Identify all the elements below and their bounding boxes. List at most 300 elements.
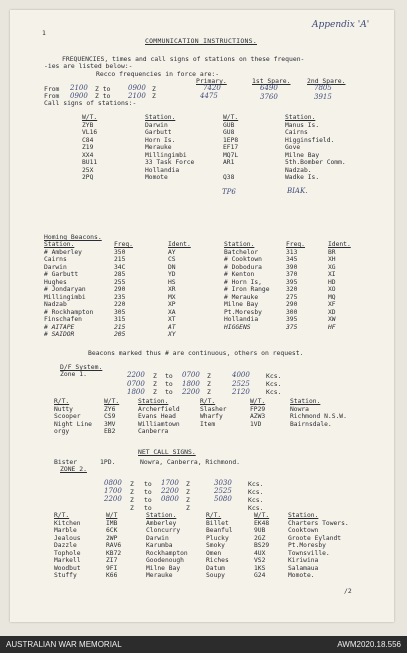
cell: AR1: [223, 159, 235, 166]
zone1-z: Z: [207, 380, 211, 388]
callsign-handwritten-1: TP6: [222, 188, 236, 196]
cell: AT: [168, 323, 176, 331]
header-cell: Station.: [146, 512, 177, 519]
cell: [223, 167, 285, 175]
table-row: [54, 428, 370, 436]
intro-line-2: -ies are listed below:-: [44, 62, 133, 70]
table-row-handwritten: [44, 331, 358, 339]
cell: 290: [286, 301, 298, 308]
cell: Pt.Moresby: [224, 308, 262, 316]
table-header-row: [54, 398, 370, 406]
freq-time-end: 0900: [128, 84, 146, 92]
cell: 2WP: [106, 534, 118, 542]
cell: 205: [114, 331, 126, 338]
zone1-freq: 2120: [232, 388, 250, 396]
zone1-z: Z: [153, 388, 157, 396]
cell: ZI7: [106, 557, 118, 564]
header-cell: Station.: [145, 114, 176, 121]
zone2-to: to: [144, 504, 152, 512]
header-cell: W/T.: [223, 114, 239, 121]
cell: # Cooktown: [224, 256, 262, 263]
cell: XP: [168, 301, 176, 308]
header-cell: Ident.: [328, 241, 351, 248]
cell: XX4: [82, 151, 94, 159]
freq-spare1: 3760: [260, 93, 278, 101]
homing-table: [44, 241, 358, 339]
freq-row-times: Z to: [95, 85, 111, 93]
cell: 390: [286, 263, 298, 271]
zone2-z: Z: [186, 496, 190, 504]
cell: ZYB: [82, 121, 94, 129]
header-cell: Station.: [288, 512, 319, 519]
cell: # Iron Range: [224, 286, 270, 293]
cell: XI: [328, 271, 336, 278]
cell: 313: [286, 248, 298, 256]
table-row: [82, 167, 375, 175]
zone2-z: Z: [186, 488, 190, 496]
cell: Hollandia: [224, 316, 259, 323]
cell: K66: [106, 572, 118, 579]
zone2-unit: Kcs.: [248, 504, 264, 512]
recco-line: Recco frequencies in force are:-: [96, 70, 220, 78]
cell: Markell: [54, 557, 81, 564]
table-row: [54, 542, 372, 550]
cell: Karumba: [146, 542, 173, 549]
cell: Millingimbi: [145, 151, 187, 159]
cell: Salamaua: [288, 564, 319, 572]
callsign-handwritten-2: BIAK.: [287, 187, 308, 195]
cell: Richmond N.S.W.: [290, 413, 347, 420]
cell: [224, 331, 286, 339]
cell: [250, 428, 290, 436]
table-row: [44, 316, 358, 324]
cell: Higginsfield.: [285, 136, 335, 144]
cell: Darwin: [44, 263, 67, 271]
cell: # Merauke: [224, 293, 259, 301]
beacon-note: Beacons marked thus # are continuous, others on request.: [88, 349, 304, 357]
cell: GU8: [223, 129, 235, 136]
cell: Milne Bay: [146, 564, 181, 572]
cell: Nowra: [290, 405, 309, 413]
freq-spare1: 6490: [260, 84, 278, 92]
header-cell: Ident.: [168, 241, 191, 248]
cell: # SAIDOR: [44, 331, 75, 338]
zone1-end: 2200: [182, 388, 200, 396]
table-row: [44, 256, 358, 264]
cell: 33 Task Force: [145, 159, 195, 166]
cell: XG: [328, 263, 336, 271]
zone1-end: 0700: [182, 371, 200, 379]
freq-primary: 7420: [203, 84, 221, 92]
cell: [286, 331, 328, 339]
zone2-unit: Kcs.: [248, 480, 264, 488]
cell: AZW3: [250, 413, 266, 420]
cell: XO: [328, 286, 336, 293]
cell: Stuffy: [54, 572, 77, 579]
table-header-row: [44, 241, 358, 249]
cell: Woodbut: [54, 564, 81, 572]
cell: Night Line: [54, 420, 92, 428]
table-row: [82, 174, 375, 182]
net-line-wt: 1PD.: [100, 458, 116, 466]
zone2-label: ZONE 2.: [60, 465, 87, 473]
net-title: NET CALL SIGNS.: [138, 448, 196, 456]
zone2-z: Z: [186, 480, 190, 488]
cell: Merauke: [146, 572, 173, 579]
cell: 1EP8: [223, 136, 239, 144]
table-row: [54, 527, 372, 535]
header-cell: W/T.: [104, 398, 120, 405]
cell: 350: [114, 248, 126, 256]
table-row: [54, 535, 372, 543]
zone2-freq: 2525: [214, 487, 232, 495]
freq-spare2: 7805: [314, 84, 332, 92]
cell: C84: [82, 136, 94, 144]
zone1-z: Z: [207, 388, 211, 396]
df-title: D/F System.: [60, 363, 103, 371]
cell: 315: [114, 316, 126, 323]
zone2-z: Z: [130, 504, 134, 512]
zone2-freq: 3030: [214, 479, 232, 487]
footer-accession-number: AWM2020.18.556: [337, 640, 401, 649]
zone2-z: Z: [130, 480, 134, 488]
cell: 275: [286, 293, 298, 301]
cell: HIGGENS: [224, 323, 251, 331]
cell: 9FI: [106, 564, 118, 572]
table-row: [44, 249, 358, 257]
zone2-z: Z: [186, 504, 190, 512]
table-row: [44, 264, 358, 272]
cell: HF: [328, 323, 336, 331]
cell: 375: [286, 323, 298, 331]
table-header-row: [54, 512, 372, 520]
freq-header-primary: Primary.: [196, 77, 227, 85]
zone2-unit: Kcs.: [248, 488, 264, 496]
zone2-end: 1700: [161, 479, 179, 487]
cell: orgy: [54, 428, 70, 435]
cell: 255: [114, 278, 126, 286]
cell: Goodenough: [146, 557, 184, 564]
zone1-label: Zone 1.: [60, 370, 87, 378]
zone1-to: to: [165, 388, 173, 396]
table-row: [44, 294, 358, 302]
cell: KB72: [106, 549, 122, 557]
cell: VS2: [254, 557, 266, 564]
cell: Darwin: [146, 534, 169, 542]
cell: Beanful: [206, 527, 233, 534]
cell: VL16: [82, 129, 98, 136]
freq-time-end: 2100: [128, 92, 146, 100]
freq-row-label: From: [44, 92, 60, 100]
cell: RAV6: [106, 542, 122, 549]
zone1-unit: Kcs.: [266, 388, 282, 396]
cell: 4UX: [254, 549, 266, 557]
cell: BU11: [82, 159, 98, 166]
zone2-end: 2200: [161, 487, 179, 495]
cell: Momote.: [288, 572, 315, 579]
header-cell: Freq.: [114, 241, 133, 248]
cell: ZY6: [104, 405, 116, 413]
freq-primary: 4475: [200, 92, 218, 100]
cell: 6CK: [106, 527, 118, 534]
cell: XT: [168, 316, 176, 323]
cell: [200, 428, 250, 436]
zone2-to: to: [144, 480, 152, 488]
zone2-z: Z: [130, 496, 134, 504]
freq-row-times: Z to: [95, 92, 111, 100]
zone2-unit: Kcs.: [248, 496, 264, 504]
cell: EK48: [254, 519, 270, 527]
cell: Datum: [206, 564, 225, 572]
header-cell: Station.: [138, 398, 169, 405]
zone1-freq: 4000: [232, 371, 250, 379]
cell: Darwin: [145, 121, 168, 129]
cell: EF17: [223, 144, 239, 151]
table-row: [44, 271, 358, 279]
table-row: [82, 137, 375, 145]
zone2-z: Z: [130, 488, 134, 496]
cell: [328, 331, 358, 339]
cell: Archerfield: [138, 405, 180, 413]
table-row: [82, 152, 375, 160]
cell: 9UB: [254, 527, 266, 534]
freq-header-spare2: 2nd Spare.: [307, 77, 346, 85]
zone2-freq: 5080: [214, 495, 232, 503]
cell: Kiriwina: [288, 557, 319, 564]
cell: Rockhampton: [146, 549, 188, 557]
zone2-start: 2200: [104, 495, 122, 503]
cell: # Kenton: [224, 271, 255, 278]
corner-handwriting: Appendix 'A': [312, 20, 370, 30]
header-cell: Station.: [224, 241, 255, 248]
zone1-z: Z: [207, 372, 211, 380]
cell: AY: [168, 248, 176, 256]
table-row-handwritten: [44, 324, 358, 332]
zone2-to: to: [144, 488, 152, 496]
cell: Millingimbi: [44, 293, 86, 301]
cell: YD: [168, 271, 176, 278]
cell: 395: [286, 278, 298, 286]
table-row: [54, 421, 370, 429]
zone1-z: Z: [153, 372, 157, 380]
table-row: [82, 122, 375, 130]
table-row: [54, 406, 370, 414]
cell: Soupy: [206, 572, 225, 579]
cell: Pt.Moresby: [288, 542, 326, 549]
cell: 1VD: [250, 420, 262, 428]
df-station-table: [54, 398, 370, 436]
header-cell: R/T.: [54, 512, 70, 519]
callsigns-label: Call signs of stations:-: [44, 99, 137, 107]
header-cell: Station.: [290, 398, 321, 405]
cell: Cairns: [285, 129, 308, 136]
cell: Groote Eylandt: [288, 534, 342, 542]
cell: Merauke: [145, 144, 172, 151]
cell: 215: [114, 256, 126, 263]
cell: XA: [168, 308, 176, 316]
cell: 395: [286, 316, 298, 323]
cell: 290: [114, 286, 126, 293]
zone1-start: 2200: [127, 371, 145, 379]
cell: [290, 428, 370, 436]
zone1-unit: Kcs.: [266, 372, 282, 380]
cell: Billet: [206, 519, 229, 527]
cell: 2PQ: [82, 174, 94, 181]
cell: Marble: [54, 527, 77, 534]
cell: MQ7L: [223, 151, 239, 159]
cell: Scooper: [54, 413, 81, 420]
cell: MQ: [328, 293, 336, 301]
cell: Hughes: [44, 278, 67, 286]
page-number: /2: [344, 587, 352, 595]
cell: XF: [328, 301, 336, 308]
cell: XR: [168, 286, 176, 293]
cell: # AITAPE: [44, 323, 75, 331]
zone1-start: 0700: [127, 380, 145, 388]
cell: 300: [286, 308, 298, 316]
cell: 370: [286, 271, 298, 278]
table-row: [82, 144, 375, 152]
zone1-unit: Kcs.: [266, 380, 282, 388]
header-cell: Station.: [285, 114, 316, 121]
cell: Milne Bay: [285, 151, 320, 159]
table-row: [54, 520, 372, 528]
table-row: [54, 565, 372, 573]
cell: 1KS: [254, 564, 266, 572]
net-line-callsign: Bister: [54, 458, 78, 466]
table-row: [54, 572, 372, 580]
archive-footer: [0, 636, 407, 653]
cell: Finschafen: [44, 316, 82, 323]
header-cell: R/T.: [200, 398, 216, 405]
header-cell: W/T.: [82, 114, 98, 121]
freq-header-spare1: 1st Spare.: [252, 77, 291, 85]
cell: Cloncurry: [146, 527, 181, 534]
freq-time-start: 2100: [70, 84, 88, 92]
cell: Bairnsdale.: [290, 420, 332, 428]
table-row: [54, 550, 372, 558]
cell: Kitchen: [54, 519, 81, 527]
cell: Slasher: [200, 405, 227, 413]
cell: Jealous: [54, 534, 81, 542]
cell: BS29: [254, 542, 270, 549]
cell: Cairns: [44, 256, 67, 263]
cell: Riches: [206, 557, 229, 564]
cell: Canberra: [138, 428, 169, 435]
header-cell: R/T.: [54, 398, 70, 405]
cell: Charters Towers.: [288, 519, 349, 527]
table-row: [44, 309, 358, 317]
zone1-z: Z: [153, 380, 157, 388]
freq-row-label: From: [44, 85, 60, 93]
cell: HD: [328, 278, 336, 286]
cell: Batchelor: [224, 248, 259, 256]
zone2-start: 1700: [104, 487, 122, 495]
freq-time-start: 0900: [70, 92, 88, 100]
cell: Plucky: [206, 534, 229, 542]
cell: 2GZ: [254, 534, 266, 542]
cell: MX: [168, 293, 176, 301]
cell: EB2: [104, 428, 116, 435]
zone1-end: 1800: [182, 380, 200, 388]
cell: Item: [200, 420, 216, 428]
cell: # Dobodura: [224, 263, 262, 271]
homing-title: Homing Beacons.: [44, 233, 102, 241]
cell: Z19: [82, 144, 94, 151]
cell: Williamtown: [138, 420, 180, 428]
cell: Cooktown: [288, 527, 319, 534]
cell: HS: [168, 278, 176, 286]
page-title: COMMUNICATION INSTRUCTIONS.: [145, 37, 257, 45]
cell: Hollandia: [145, 166, 180, 174]
cell: XY: [168, 331, 176, 338]
cell: Omen: [206, 549, 222, 557]
table-row: [54, 413, 370, 421]
cell: Horn Is.: [145, 136, 176, 144]
cell: Gove: [285, 144, 301, 151]
cell: FP29: [250, 405, 266, 413]
table-row: [44, 286, 358, 294]
zone1-to: to: [165, 372, 173, 380]
cell: Q38: [223, 174, 235, 181]
cell: Tophole: [54, 549, 81, 557]
zone2-start: 0800: [104, 479, 122, 487]
table-row: [82, 129, 375, 137]
cell: # Rockhampton: [44, 308, 94, 316]
table-row: [82, 159, 375, 167]
cell: GUB: [223, 121, 235, 129]
cell: Wharfy: [200, 413, 223, 420]
net-callsign-table: [54, 512, 372, 580]
callsign-table: [82, 114, 375, 182]
cell: Nadzab.: [285, 166, 312, 174]
cell: XW: [328, 316, 336, 323]
table-header-row: [82, 114, 375, 122]
cell: 220: [114, 301, 126, 308]
cell: 305: [114, 308, 126, 316]
cell: Garbutt: [145, 129, 172, 136]
page-mark: 1: [42, 29, 46, 37]
intro-line-1: FREQUENCIES, times and call signs of stations on these frequen-: [62, 55, 305, 63]
header-cell: W/T.: [254, 512, 270, 519]
cell: Amberley: [146, 519, 177, 527]
freq-row-end: Z: [152, 92, 156, 100]
header-cell: Freq.: [286, 241, 305, 248]
cell: Evans Head: [138, 413, 176, 420]
cell: # Jondaryan: [44, 286, 86, 293]
header-cell: W/T.: [250, 398, 266, 405]
cell: Nadzab: [44, 301, 67, 308]
cell: CS9: [104, 413, 116, 420]
cell: 25X: [82, 166, 94, 174]
zone1-freq: 2525: [232, 380, 250, 388]
header-cell: W/T: [106, 512, 118, 519]
table-row: [44, 279, 358, 287]
header-cell: Station.: [44, 241, 75, 248]
cell: BR: [328, 248, 336, 256]
freq-spare2: 3915: [314, 93, 332, 101]
cell: 320: [286, 286, 298, 293]
cell: IMB: [106, 519, 118, 527]
cell: 215: [114, 323, 126, 331]
cell: 3MV: [104, 420, 116, 428]
cell: Nutty: [54, 405, 73, 413]
zone2-to: to: [144, 496, 152, 504]
cell: CS: [168, 256, 176, 263]
cell: Momote: [145, 174, 168, 181]
cell: # Garbutt: [44, 271, 79, 278]
cell: XH: [328, 256, 336, 263]
